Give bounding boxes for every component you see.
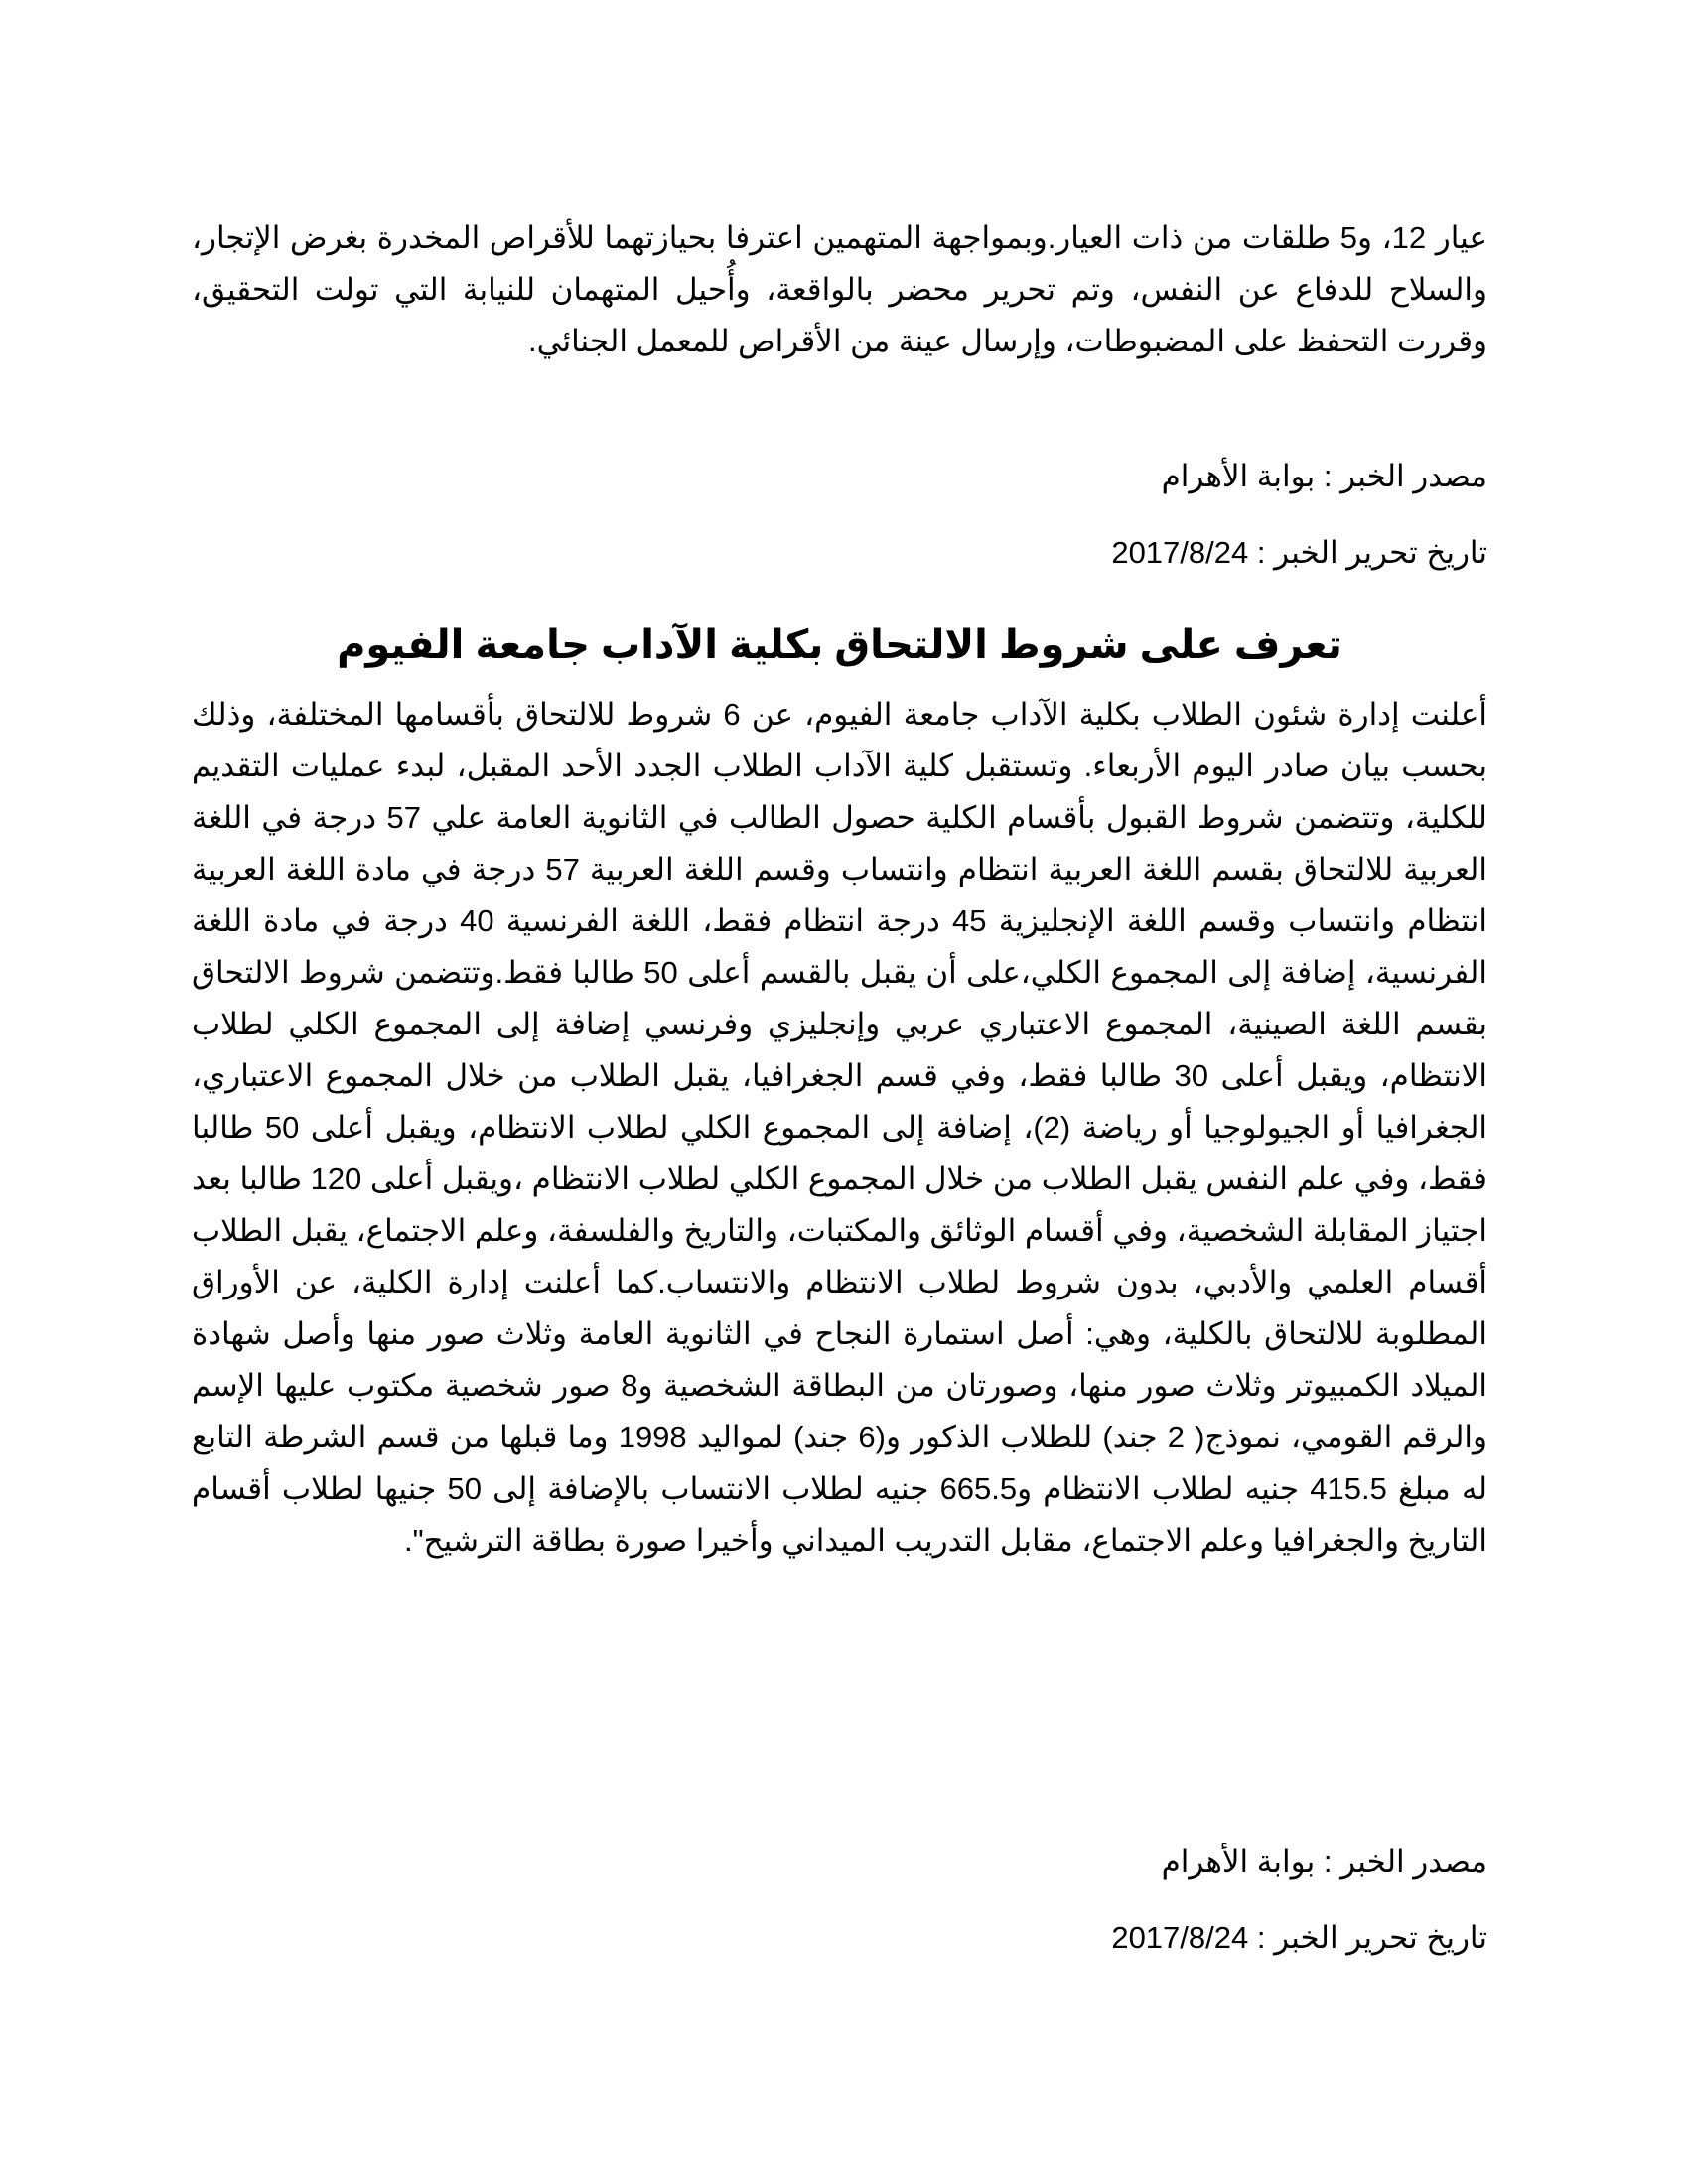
article1-source: مصدر الخبر : بوابة الأهرام xyxy=(1161,459,1487,493)
article2-paragraph: أعلنت إدارة شئون الطلاب بكلية الآداب جامعة الفيوم، عن 6 شروط للالتحاق بأقسامها المختلفة، وذلك بحسب بيان صادر اليوم الأربعاء. وتستقبل كلية الآداب الطلاب الجدد الأحد المقبل، لبدء عمليات التقديم للكلية، وتتضمن شروط القبول بأقسام الكلية حصول الطالب في الثانوية العامة علي 57 درجة في اللغة العربية للالتحاق بقسم اللغة العربية انتظام وانتساب وقسم اللغة العربية 57 درجة في مادة اللغة العربية انتظام وانتساب وقسم اللغة الإنجليزية 45 درجة انتظام فقط، اللغة الفرنسية 40 درجة في مادة اللغة الفرنسية، إضافة إلى المجموع الكلي،على أن يقبل بالقسم أعلى 50 طالبا فقط.وتتضمن شروط الالتحاق بقسم اللغة الصينية، المجموع الاعتباري عربي وإنجليزي وفرنسي إضافة إلى المجموع الكلي لطلاب الانتظام، ويقبل أعلى 30 طالبا فقط، وفي قسم الجغرافيا، يقبل الطلاب من خلال المجموع الاعتباري، الجغرافيا أو الجيولوجيا أو رياضة (2)، إضافة إلى المجموع الكلي لطلاب الانتظام، ويقبل أعلى 50 طالبا فقط، وفي علم النفس يقبل الطلاب من خلال المجموع الكلي لطلاب الانتظام ،ويقبل أعلى 120 طالبا بعد اجتياز المقابلة الشخصية، وفي أقسام الوثائق والمكتبات، والتاريخ والفلسفة، وعلم الاجتماع، يقبل الطلاب أقسام العلمي والأدبي، بدون شروط لطلاب الانتظام والانتساب.كما أعلنت إدارة الكلية، عن الأوراق المطلوبة للالتحاق بالكلية، وهي: أصل استمارة النجاح في الثانوية العامة وثلاث صور منها وأصل شهادة الميلاد الكمبيوتر وثلاث صور منها، وصورتان من البطاقة الشخصية و8 صور شخصية مكتوب عليها الإسم والرقم القومي، نموذج( 2 جند) للطلاب الذكور و(6 جند) لمواليد 1998 وما قبلها من قسم الشرطة التابع له مبلغ 415.5 جنيه لطلاب الانتظام و665.5 جنيه لطلاب الانتساب بالإضافة إلى 50 جنيها لطلاب أقسام التاريخ والجغرافيا وعلم الاجتماع، مقابل التدريب الميداني وأخيرا صورة بطاقة الترشيح". xyxy=(192,697,1488,1558)
article1-date: تاريخ تحرير الخبر : 2017/8/24 xyxy=(1111,535,1487,570)
article2-source: مصدر الخبر : بوابة الأهرام xyxy=(1161,1844,1487,1879)
article2-date: تاريخ تحرير الخبر : 2017/8/24 xyxy=(1111,1920,1487,1955)
article2-title: تعرف على شروط الالتحاق بكلية الآداب جامعة الفيوم xyxy=(337,623,1342,667)
article1-paragraph: عيار 12، و5 طلقات من ذات العيار.وبمواجهة المتهمين اعترفا بحيازتهما للأقراص المخدرة بغرض الإتجار، والسلاح للدفاع عن النفس، وتم تحرير محضر بالواقعة، وأُحيل المتهمان للنيابة التي تولت التحقيق، وقررت التحفظ على المضبوطات، وإرسال عينة من الأقراص للمعمل الجنائي. xyxy=(192,220,1487,358)
